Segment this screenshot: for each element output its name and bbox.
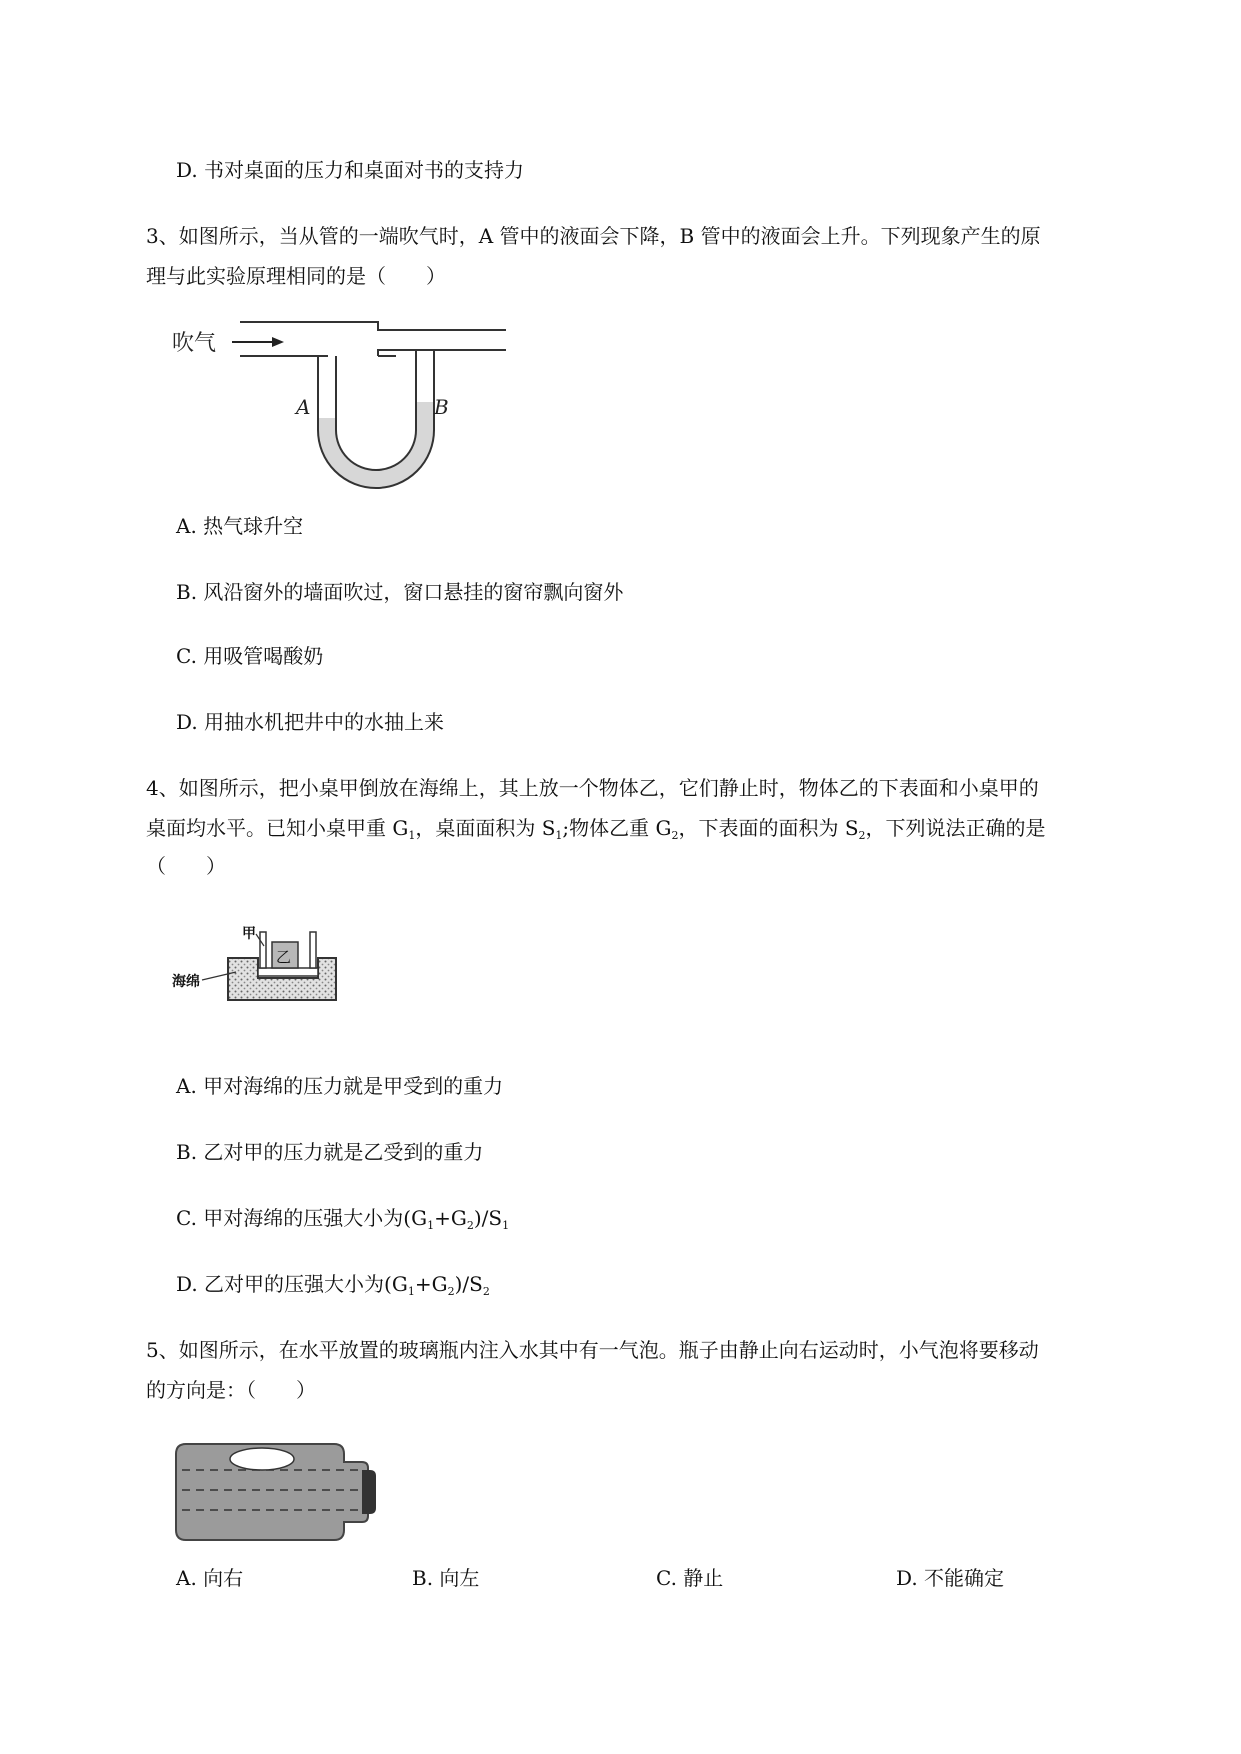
- q4-optc-sub1: 1: [427, 1219, 435, 1232]
- q3-option-b: B. 风沿窗外的墙面吹过，窗口悬挂的窗帘飘向窗外: [176, 580, 624, 604]
- q4-stem-sub2: 1: [555, 829, 563, 842]
- q4-option-a: A. 甲对海绵的压力就是甲受到的重力: [176, 1074, 504, 1098]
- q4-label-yi: 乙: [276, 948, 292, 966]
- q4-optc-sub2: 2: [466, 1219, 474, 1232]
- q4-stem-part3: ;物体乙重 G: [562, 816, 672, 840]
- q3-option-d: D. 用抽水机把井中的水抽上来: [176, 710, 445, 734]
- q5-bottle-cap: [362, 1470, 376, 1514]
- q4-stem-part2: ，桌面面积为 S: [415, 816, 556, 840]
- q5-option-a: A. 向右: [176, 1566, 244, 1590]
- q3-stem-line2: 理与此实验原理相同的是（ ）: [146, 264, 446, 288]
- q5-option-b: B. 向左: [412, 1566, 480, 1590]
- q3-stem-line1: 3、如图所示，当从管的一端吹气时，A 管中的液面会下降，B 管中的液面会上升。下列现象产生的原: [146, 224, 1041, 248]
- q4-option-b: B. 乙对甲的压力就是乙受到的重力: [176, 1140, 484, 1164]
- q4-optd-part2: +G: [414, 1272, 448, 1296]
- q4-optd-sub2: 2: [447, 1285, 455, 1298]
- q4-optc-part1: C. 甲对海绵的压强大小为(G: [176, 1206, 428, 1230]
- q3-label-b: B: [434, 395, 449, 419]
- q4-stem-part4: ，下表面的面积为 S: [678, 816, 859, 840]
- q3-option-a: A. 热气球升空: [176, 514, 304, 538]
- q4-stem-part5: ，下列说法正确的是: [865, 816, 1046, 840]
- q4-optd-part1: D. 乙对甲的压强大小为(G: [176, 1272, 408, 1296]
- q4-stem-sub1: 1: [408, 829, 416, 842]
- q4-optc-part3: )/S: [473, 1206, 503, 1230]
- q5-stem-line1: 5、如图所示，在水平放置的玻璃瓶内注入水其中有一气泡。瓶子由静止向右运动时，小气泡将要移动: [146, 1338, 1039, 1362]
- q3-label-a: A: [296, 395, 311, 419]
- q4-optd-sub3: 2: [482, 1285, 490, 1298]
- q3-option-c: C. 用吸管喝酸奶: [176, 644, 324, 668]
- q5-option-c: C. 静止: [656, 1566, 724, 1590]
- q2-option-d: D. 书对桌面的压力和桌面对书的支持力: [176, 158, 525, 182]
- q4-optc-sub3: 1: [502, 1219, 510, 1232]
- q5-air-bubble: [230, 1448, 294, 1470]
- q4-stem-line3: （ ）: [146, 854, 226, 878]
- q4-optd-sub1: 1: [407, 1285, 415, 1298]
- q4-label-jia: 甲: [242, 926, 256, 942]
- q4-stem-line1: 4、如图所示，把小桌甲倒放在海绵上，其上放一个物体乙，它们静止时，物体乙的下表面和小桌甲的: [146, 776, 1039, 800]
- q3-blow-label: 吹气: [172, 331, 217, 356]
- q4-stem-sub4: 2: [858, 829, 866, 842]
- q4-label-sponge: 海绵: [172, 974, 200, 990]
- q4-optd-part3: )/S: [454, 1272, 483, 1296]
- q4-stem-part1: 桌面均水平。已知小桌甲重 G: [146, 816, 409, 840]
- q5-option-d: D. 不能确定: [896, 1566, 1005, 1590]
- q4-optc-part2: +G: [434, 1206, 467, 1230]
- q5-stem-line2: 的方向是：（ ）: [146, 1378, 316, 1402]
- q4-stem-sub3: 2: [671, 829, 679, 842]
